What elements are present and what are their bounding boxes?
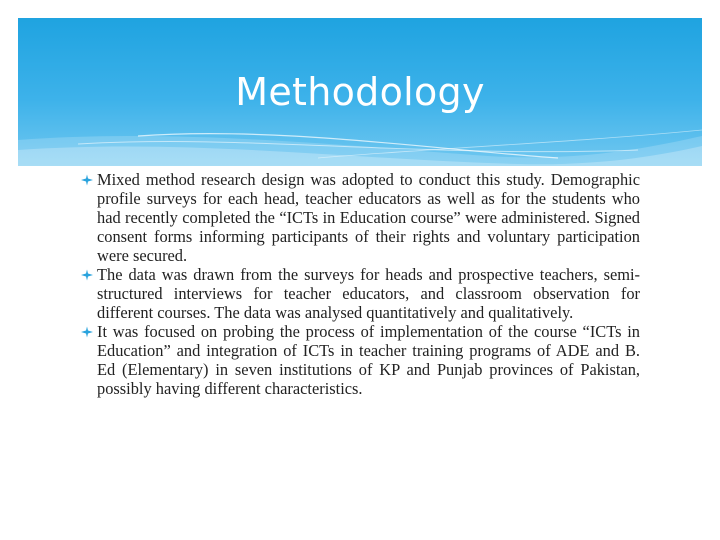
sparkle-bullet-icon — [80, 326, 94, 338]
bullet-text: It was focused on probing the process of implementation of the course “ICTs in Education” and integration of ICTs in teacher training programs of ADE and B. Ed (Elementary) in seven institutions of KP and Punjab provinces of Pakistan, possibly having different characteristics. — [97, 322, 640, 398]
title-banner — [18, 18, 702, 166]
slide-title: Methodology — [235, 70, 485, 114]
bullet-item — [78, 322, 640, 398]
bullet-text: Mixed method research design was adopted to conduct this study. Demographic profile surveys for each head, teacher educators as well as for the students who had recently completed the “ICTs in Education course” were administered. Signed consent forms informing participants of their rights and voluntary participation were secured. — [97, 170, 640, 265]
bullet-text: The data was drawn from the surveys for heads and prospective teachers, semi-structured interviews for teacher educators, and classroom observation for different courses. The data was analysed quantitatively and qualitatively. — [97, 265, 640, 322]
bullet-item — [78, 265, 640, 322]
sparkle-bullet-icon — [80, 174, 94, 186]
sparkle-bullet-icon — [80, 269, 94, 281]
bullet-item — [78, 170, 640, 265]
bullet-list — [78, 170, 640, 398]
